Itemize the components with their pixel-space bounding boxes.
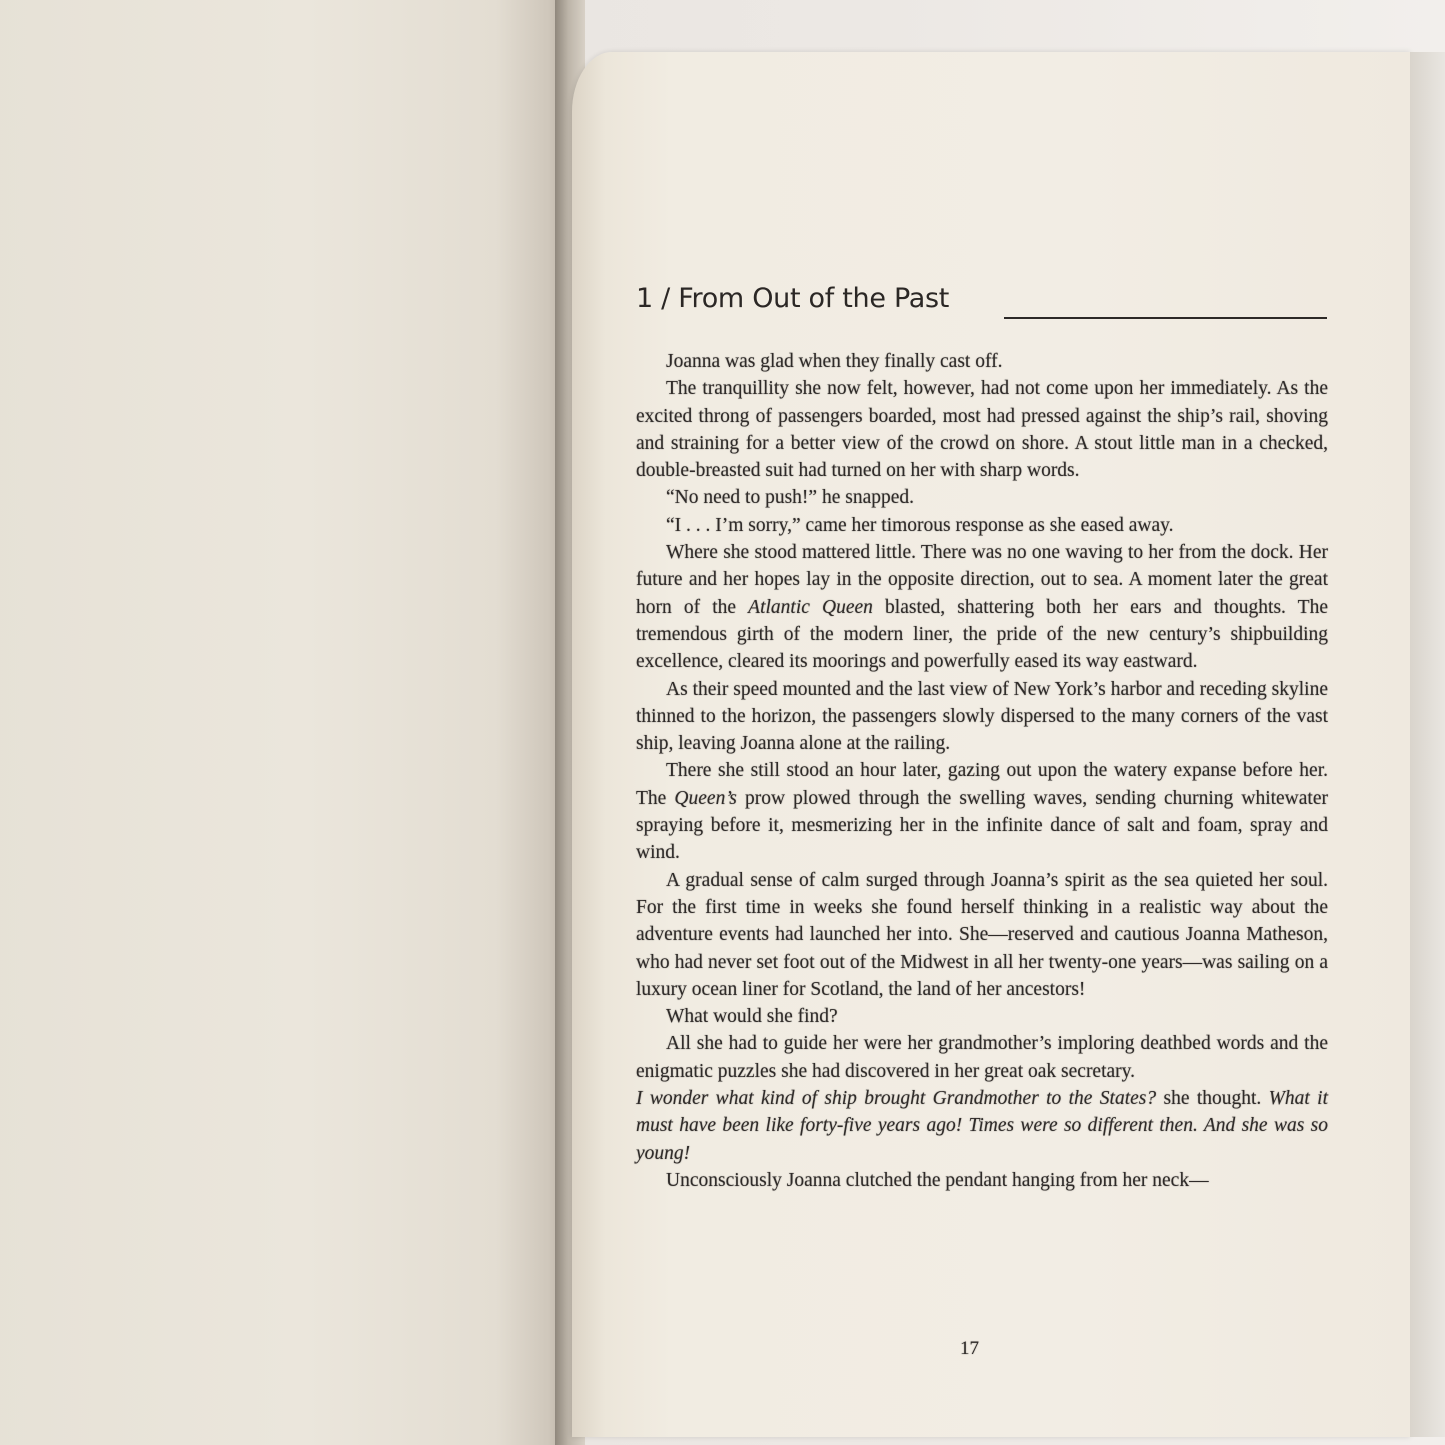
paragraph: The tranquillity she now felt, however, had not come upon her immediately. As the excited throng of passengers boarded, most had pressed against the ship’s rail, shoving and straining for a better view of the crowd on shore. A stout little man in a checked, double-breasted suit had turned on her with sharp words. [636, 378, 1328, 482]
paragraph: “No need to push!” he snapped. [666, 487, 915, 509]
chapter-title: 1 / From Out of the Past [636, 283, 950, 314]
page-edge [1410, 52, 1445, 1437]
paragraph: Unconsciously Joanna clutched the pendant hanging from her neck— [666, 1169, 1209, 1191]
inner-thought: I wonder what kind of ship brought Grandmother to the States? [636, 1088, 1157, 1110]
paragraph [636, 757, 1328, 866]
ship-name: Atlantic Queen [748, 596, 873, 618]
page-number: 17 [960, 1338, 979, 1359]
paragraph [636, 539, 1328, 675]
title-rule [1004, 317, 1327, 319]
paragraph: What would she find? [666, 1006, 838, 1028]
paragraph-text: There she still stood an hour later, gazing out upon the watery expanse before her. The [636, 760, 1328, 809]
paragraph-text: prow plowed through the swelling waves, sending churning whitewater spraying before it, mesmerizing her in the infinite dance of salt and foam, spray and wind. [636, 787, 1328, 864]
paragraph: All she had to guide her were her grandmother’s imploring deathbed words and the enigmatic puzzles she had discovered in her great oak secretary. [636, 1033, 1328, 1082]
left-page [0, 0, 566, 1445]
paragraph: A gradual sense of calm surged through Joanna’s spirit as the sea quieted her soul. For the first time in weeks she found herself thinking in a realistic way about the adventure events had launched her into. She—reserved and cautious Joanna Matheson, who had never set foot out of the Midwest in all her twenty-one years—was sailing on a luxury ocean liner for Scotland, the land of her ancestors! [636, 869, 1328, 1000]
paragraph [636, 1085, 1328, 1167]
ship-name: Queen’s [674, 787, 737, 809]
paragraph-text: Where she stood mattered little. There was no one waving to her from the dock. Her future and her hopes lay in the opposite direction, out to sea. A moment later the great horn of the [636, 542, 1328, 618]
paragraph-text: blasted, shattering both her ears and thoughts. The tremendous girth of the modern liner, the pride of the new century’s shipbuilding excellence, cleared its moorings and powerfully eased its way eastward. [636, 596, 1328, 673]
paragraph: Joanna was glad when they finally cast off. [666, 351, 1003, 372]
body-text [636, 348, 1328, 1194]
paragraph: “I . . . I’m sorry,” came her timorous response as she eased away. [666, 514, 1174, 536]
paragraph-text: she thought. [1156, 1088, 1269, 1110]
paragraph: As their speed mounted and the last view of New York’s harbor and receding skyline thinned to the horizon, the passengers slowly dispersed to the many corners of the vast ship, leaving Joanna alone at the railing. [636, 678, 1328, 755]
inner-thought: What it must have been like forty-five years ago! Times were so different then. And she was so young! [636, 1088, 1328, 1164]
